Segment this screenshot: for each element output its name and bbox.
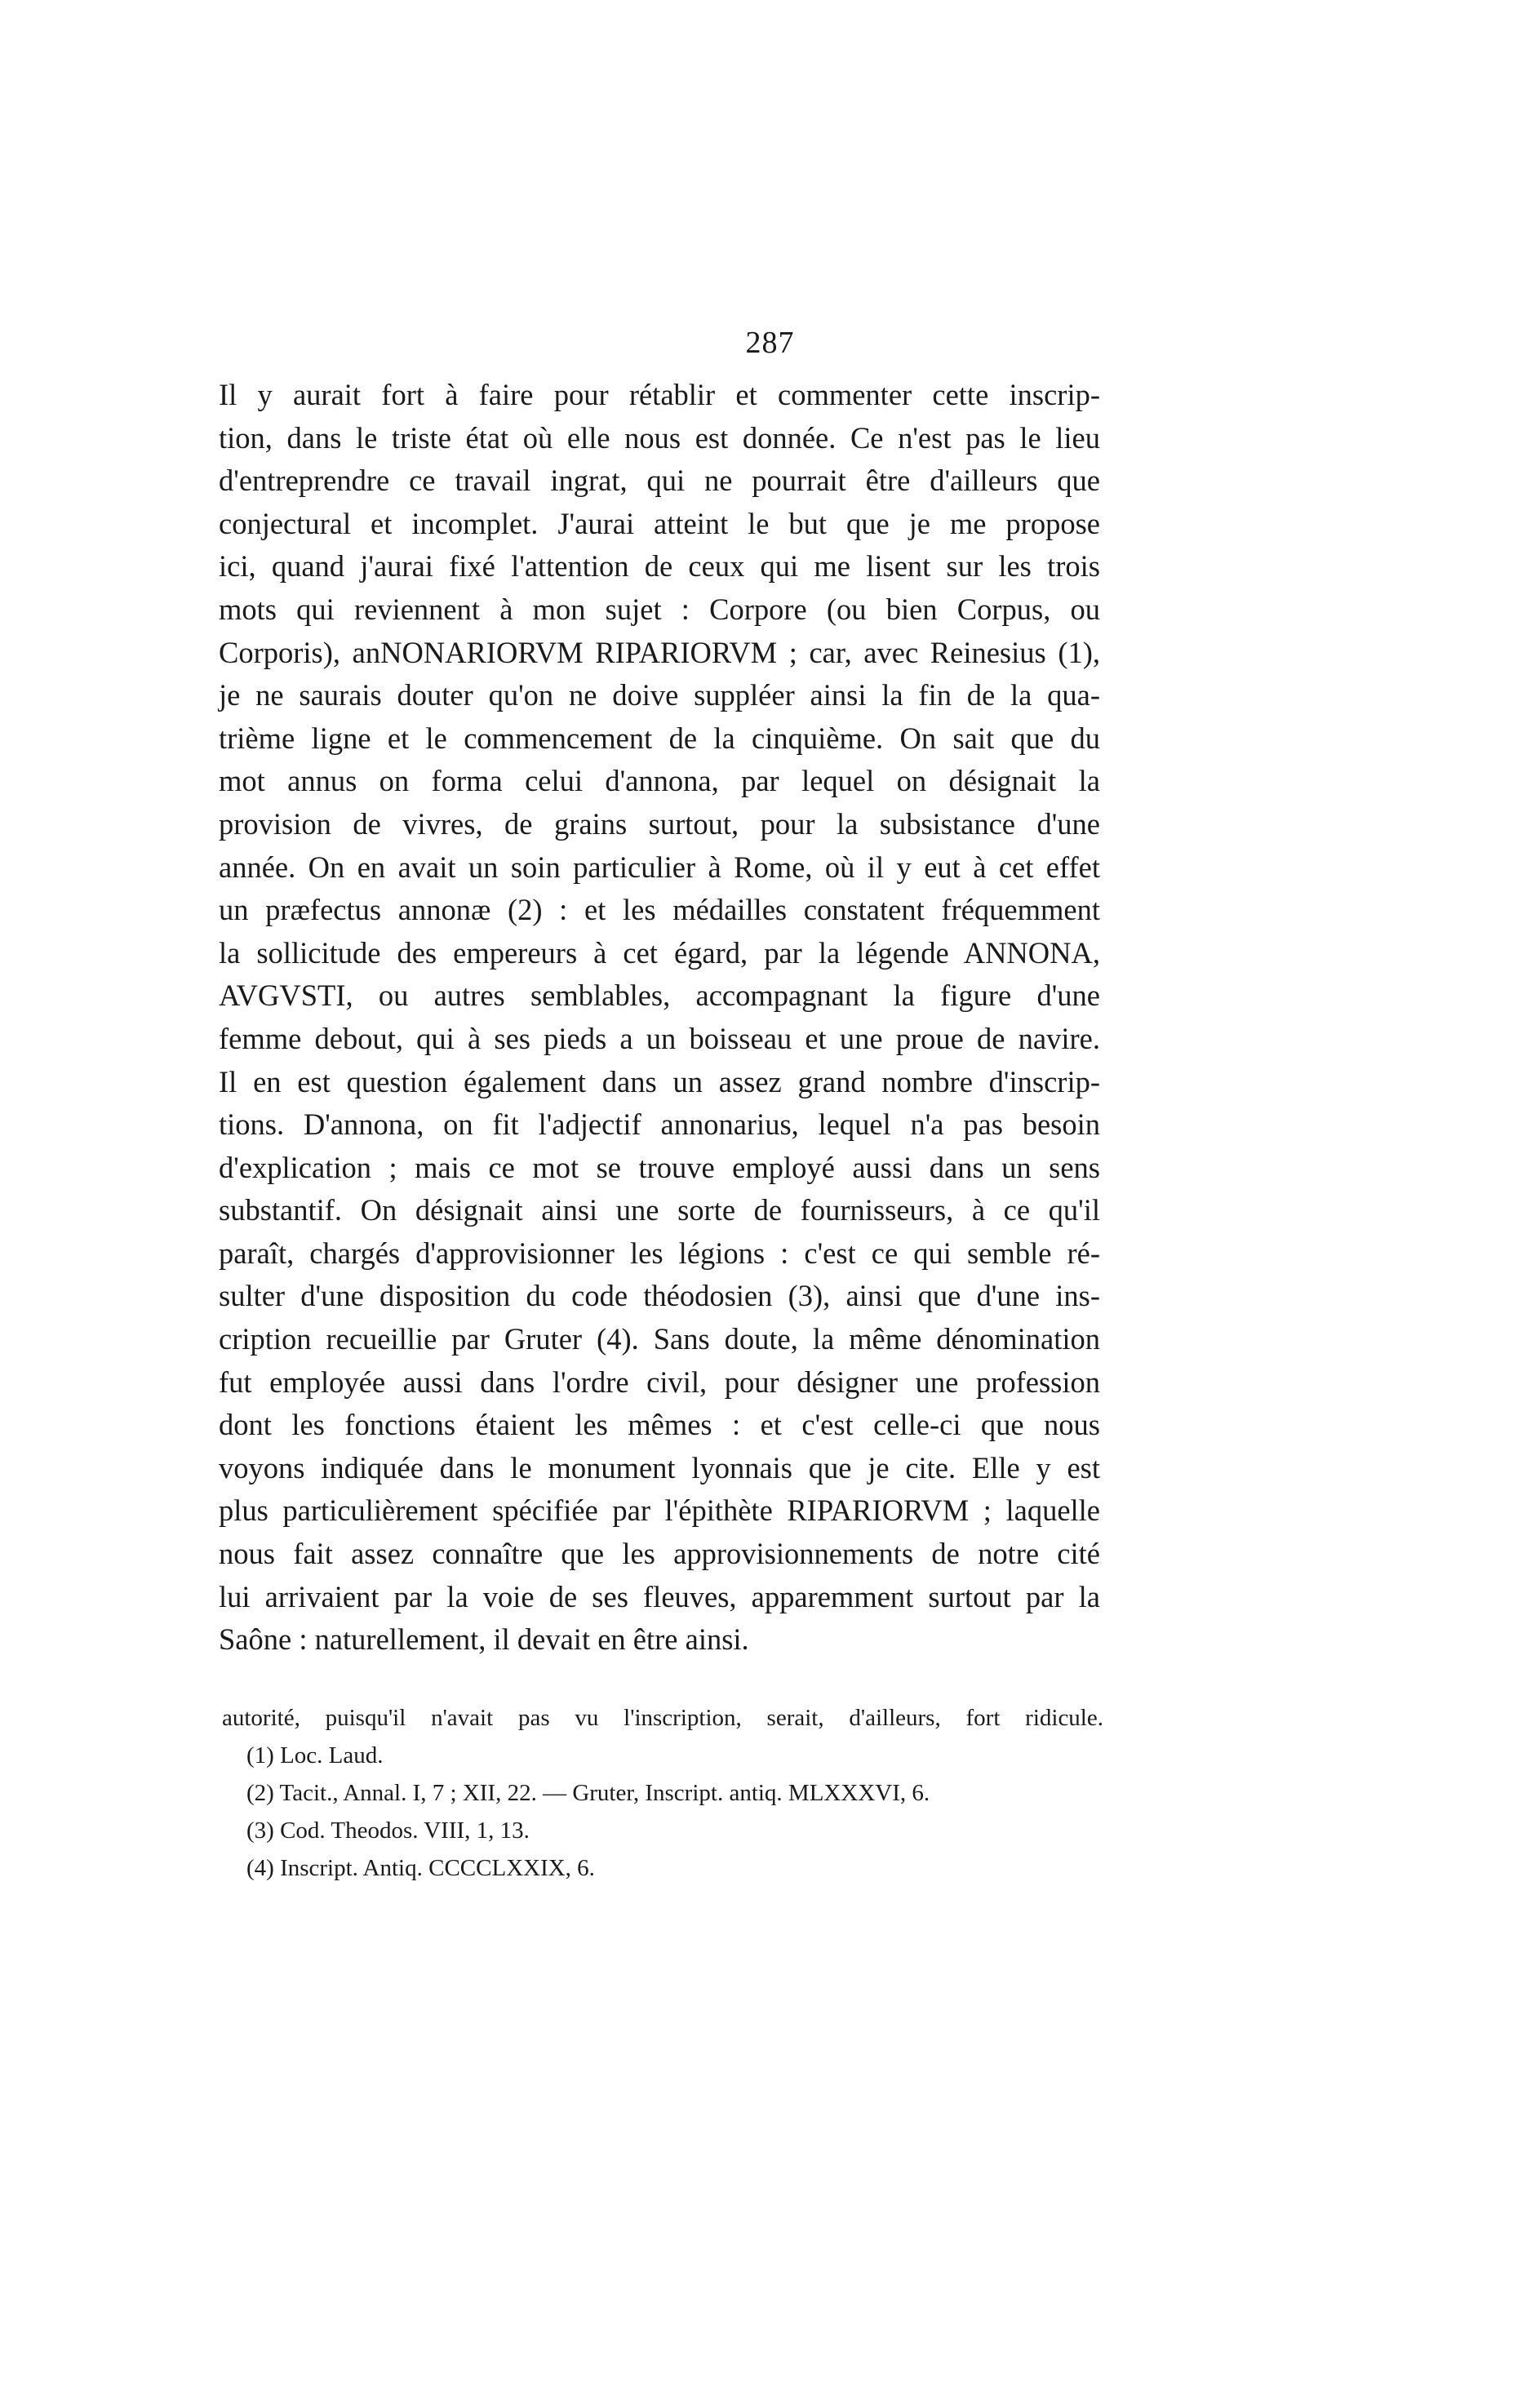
footnote: (2) Tacit., Annal. I, 7 ; XII, 22. — Gruter, Inscript. antiq. MLXXXVI, 6. — [246, 1780, 930, 1806]
body-line: fut employée aussi dans l'ordre civil, pour désigner une profession — [219, 1365, 1100, 1399]
body-line: la sollicitude des empereurs à cet égard, par la légende ANNONA, — [219, 935, 1100, 970]
footnote: (1) Loc. Laud. — [246, 1742, 384, 1769]
body-line: provision de vivres, de grains surtout, pour la subsistance d'une — [219, 806, 1100, 841]
footnotes — [222, 1699, 1103, 1887]
body-line: conjectural et incomplet. J'aurai atteint le but que je me propose — [219, 506, 1100, 540]
body-line: AVGVSTI, ou autres semblables, accompagnant la figure d'une — [219, 979, 1100, 1013]
body-line: paraît, chargés d'approvisionner les légions : c'est ce qui semble ré- — [219, 1236, 1100, 1270]
footnote: (3) Cod. Theodos. VIII, 1, 13. — [246, 1817, 530, 1844]
body-line: trième ligne et le commencement de la cinquième. On sait que du — [219, 721, 1100, 755]
body-line: Il y aurait fort à faire pour rétablir et commenter cette inscrip- — [219, 378, 1100, 411]
page-number: 287 — [745, 326, 795, 360]
body-line: tion, dans le triste état où elle nous est donnée. Ce n'est pas le lieu — [219, 420, 1100, 455]
body-line: mot annus on forma celui d'annona, par lequel on désignait la — [219, 764, 1100, 798]
body-line: voyons indiquée dans le monument lyonnais que je cite. Elle y est — [219, 1450, 1100, 1485]
body-line: sulter d'une disposition du code théodosien (3), ainsi que d'une ins- — [219, 1279, 1100, 1313]
body-line: cription recueillie par Gruter (4). Sans doute, la même dénomination — [219, 1322, 1100, 1356]
body-line: Saône : naturellement, il devait en être ainsi. — [219, 1622, 749, 1657]
body-line: Corporis), anNONARIORVM RIPARIORVM ; car, avec Reinesius (1), — [219, 635, 1100, 669]
body-line: mots qui reviennent à mon sujet : Corpore (ou bien Corpus, ou — [219, 592, 1100, 626]
body-line: je ne saurais douter qu'on ne doive suppléer ainsi la fin de la qua- — [219, 678, 1100, 712]
body-line: un præfectus annonæ (2) : et les médailles constatent fréquemment — [219, 893, 1100, 927]
body-line: lui arrivaient par la voie de ses fleuves, apparemment surtout par la — [219, 1579, 1100, 1613]
body-line: d'entreprendre ce travail ingrat, qui ne pourrait être d'ailleurs que — [219, 464, 1100, 498]
body-line: femme debout, qui à ses pieds a un boisseau et une proue de navire. — [219, 1021, 1100, 1055]
body-line: année. On en avait un soin particulier à Rome, où il y eut à cet effet — [219, 850, 1100, 884]
body-line: Il en est question également dans un assez grand nombre d'inscrip- — [219, 1064, 1100, 1098]
body-line: nous fait assez connaître que les approvisionnements de notre cité — [219, 1537, 1100, 1571]
body-line: dont les fonctions étaient les mêmes : et c'est celle-ci que nous — [219, 1408, 1100, 1442]
footnote: (4) Inscript. Antiq. CCCCLXXIX, 6. — [246, 1855, 595, 1881]
body-line: plus particulièrement spécifiée par l'épithète RIPARIORVM ; laquelle — [219, 1493, 1100, 1528]
body-line: tions. D'annona, on fit l'adjectif annonarius, lequel n'a pas besoin — [219, 1107, 1100, 1142]
body-line: substantif. On désignait ainsi une sorte de fournisseurs, à ce qu'il — [219, 1193, 1100, 1227]
footnote-continuation: autorité, puisqu'il n'avait pas vu l'inscription, serait, d'ailleurs, fort ridicule. — [222, 1705, 1103, 1731]
body-text — [219, 374, 1100, 1662]
body-line: d'explication ; mais ce mot se trouve employé aussi dans un sens — [219, 1150, 1100, 1184]
body-line: ici, quand j'aurai fixé l'attention de ceux qui me lisent sur les trois — [219, 549, 1100, 584]
